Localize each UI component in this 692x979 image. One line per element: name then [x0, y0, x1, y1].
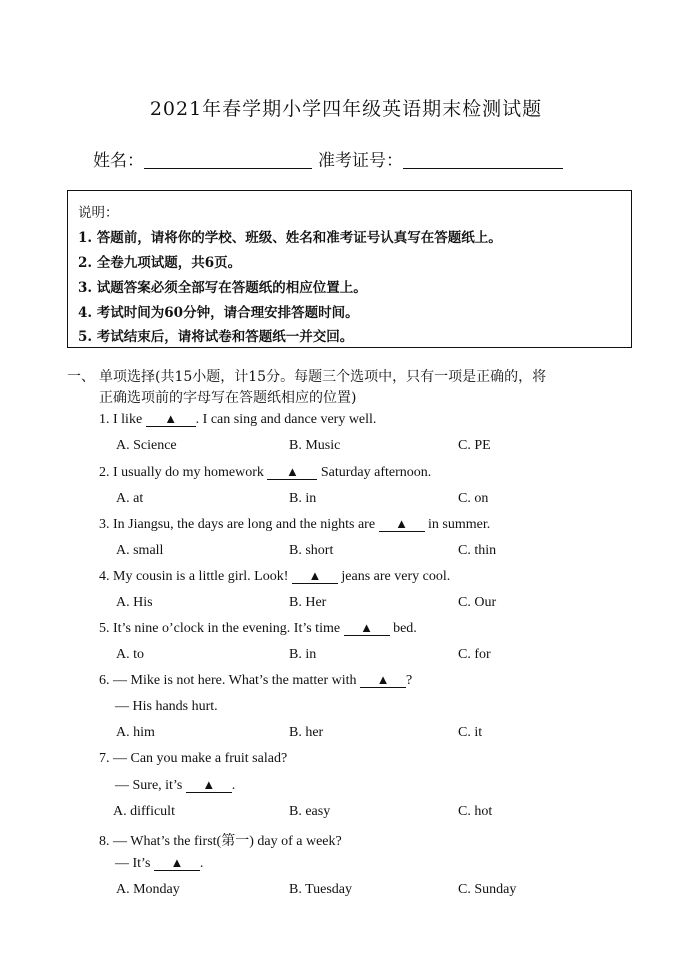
- option-b: B. short: [289, 543, 334, 558]
- question-6: 6. — Mike is not here. What’s the matter with ▲ ?: [99, 672, 413, 688]
- instruction-item: 5. 考试结束后，请将试卷和答题纸一并交回。: [78, 329, 354, 345]
- option-b: B. Music: [289, 438, 341, 453]
- question-5: 5. It’s nine o’clock in the evening. It’s time ▲ bed.: [99, 620, 417, 636]
- option-c: C. Sunday: [458, 882, 517, 897]
- option-a: A. Monday: [116, 882, 180, 897]
- page-title: 2021年春学期小学四年级英语期末检测试题: [149, 98, 543, 120]
- answer-blank: ▲: [146, 412, 196, 427]
- option-c: C. hot: [458, 804, 493, 819]
- option-c: C. Our: [458, 595, 497, 610]
- answer-blank: ▲: [267, 465, 317, 480]
- exam-number-field: [318, 146, 563, 171]
- instruction-item: 3. 试题答案必须全部写在答题纸的相应位置上。: [78, 280, 367, 296]
- option-a: A. Science: [116, 438, 177, 453]
- answer-blank: ▲: [154, 856, 200, 871]
- option-b: B. Tuesday: [289, 882, 353, 897]
- answer-blank: ▲: [186, 778, 232, 793]
- exam-number-blank: [403, 150, 563, 169]
- option-b: B. Her: [289, 595, 327, 610]
- question-7-response: — Sure, it’s ▲ .: [115, 777, 236, 793]
- option-a: A. His: [116, 595, 153, 610]
- option-c: C. on: [458, 491, 489, 506]
- question-7: 7. — Can you make a fruit salad?: [99, 751, 288, 766]
- question-8-response: — It’s ▲ .: [115, 855, 204, 871]
- section-instructions-line1: 单项选择(共15小题，计15分。每题三个选项中，只有一项是正确的，将: [99, 369, 547, 385]
- question-6-response: — His hands hurt.: [115, 699, 218, 714]
- option-c: C. PE: [458, 438, 491, 453]
- question-3: 3. In Jiangsu, the days are long and the nights are ▲ in summer.: [99, 516, 491, 532]
- section-number: 一、: [67, 369, 95, 385]
- answer-blank: ▲: [344, 621, 390, 636]
- instruction-item: 2. 全卷九项试题，共6页。: [78, 255, 242, 271]
- option-a: A. difficult: [113, 804, 175, 819]
- option-b: B. her: [289, 725, 324, 740]
- instructions-heading: 说明：: [78, 205, 119, 221]
- option-b: B. easy: [289, 804, 331, 819]
- option-a: A. him: [116, 725, 155, 740]
- name-blank: [144, 150, 312, 169]
- question-8: 8. — What’s the first(第一) day of a week?: [99, 834, 342, 849]
- option-c: C. for: [458, 647, 491, 662]
- instruction-item: 1. 答题前，请将你的学校、班级、姓名和准考证号认真写在答题纸上。: [78, 230, 502, 246]
- exam-number-label: 准考证号：: [318, 151, 403, 171]
- option-a: A. small: [116, 543, 164, 558]
- instructions-box: [67, 190, 632, 348]
- instruction-item: 4. 考试时间为60分钟，请合理安排答题时间。: [78, 305, 359, 321]
- section-instructions-line2: 正确选项前的字母写在答题纸相应的位置): [99, 390, 357, 406]
- option-c: C. thin: [458, 543, 497, 558]
- option-a: A. to: [116, 647, 144, 662]
- answer-blank: ▲: [379, 517, 425, 532]
- option-a: A. at: [116, 491, 144, 506]
- question-2: 2. I usually do my homework ▲ Saturday afternoon.: [99, 464, 432, 480]
- option-b: B. in: [289, 491, 317, 506]
- answer-blank: ▲: [360, 673, 406, 688]
- question-4: 4. My cousin is a little girl. Look! ▲ jeans are very cool.: [99, 568, 451, 584]
- option-b: B. in: [289, 647, 317, 662]
- name-label: 姓名：: [93, 151, 144, 171]
- answer-blank: ▲: [292, 569, 338, 584]
- option-c: C. it: [458, 725, 483, 740]
- name-field: [93, 146, 312, 171]
- question-1: 1. I like ▲ . I can sing and dance very well.: [99, 411, 377, 427]
